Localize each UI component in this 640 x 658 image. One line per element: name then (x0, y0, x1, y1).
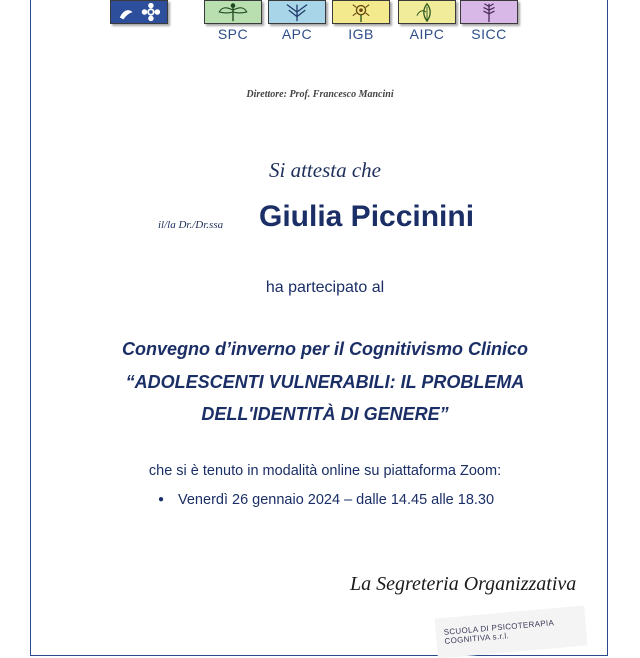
convention-title-line-3: DELL'IDENTITÀ DI GENERE” (201, 404, 449, 424)
branches-emblem-icon (268, 0, 326, 24)
logo-label-igb: IGB (348, 26, 374, 42)
title-prefix: il/la Dr./Dr.ssa (158, 219, 224, 231)
plant-emblem-icon (204, 0, 262, 24)
stamp-text: SCUOLA DI PSICOTERAPIA COGNITIVA s.r.l. (443, 618, 554, 646)
participated-text: ha partecipato al (265, 279, 385, 296)
event-date-item (158, 492, 494, 508)
logos-row (110, 0, 530, 44)
convention-title-line-1: Convegno d’inverno per il Cognitivismo Clinico (121, 339, 529, 359)
online-modality-text: che si è tenuto in modalità online su piattaforma Zoom: (148, 463, 502, 479)
logo-label-apc: APC (281, 26, 313, 42)
signature-line: La Segreteria Organizzativa (350, 573, 577, 595)
logo-label-spc: SPC (217, 26, 249, 42)
sunflower-emblem-icon (332, 0, 390, 24)
bird-flower-emblem-icon (110, 0, 168, 24)
bullet-icon: ● (158, 494, 165, 505)
attesta-heading: Si attesta che (269, 158, 381, 182)
convention-title-line-2: “ADOLESCENTI VULNERABILI: IL PROBLEMA (125, 372, 525, 392)
director-line: Direttore: Prof. Francesco Mancini (246, 89, 394, 100)
leaf-emblem-icon (398, 0, 456, 24)
wheat-emblem-icon (460, 0, 518, 24)
logo-label-sicc: SICC (471, 26, 507, 42)
logo-label-aipc: AIPC (409, 26, 445, 42)
recipient-name: Giulia Piccinini (259, 200, 475, 233)
event-date-text: Venerdì 26 gennaio 2024 – dalle 14.45 alle 18.30 (178, 492, 495, 508)
